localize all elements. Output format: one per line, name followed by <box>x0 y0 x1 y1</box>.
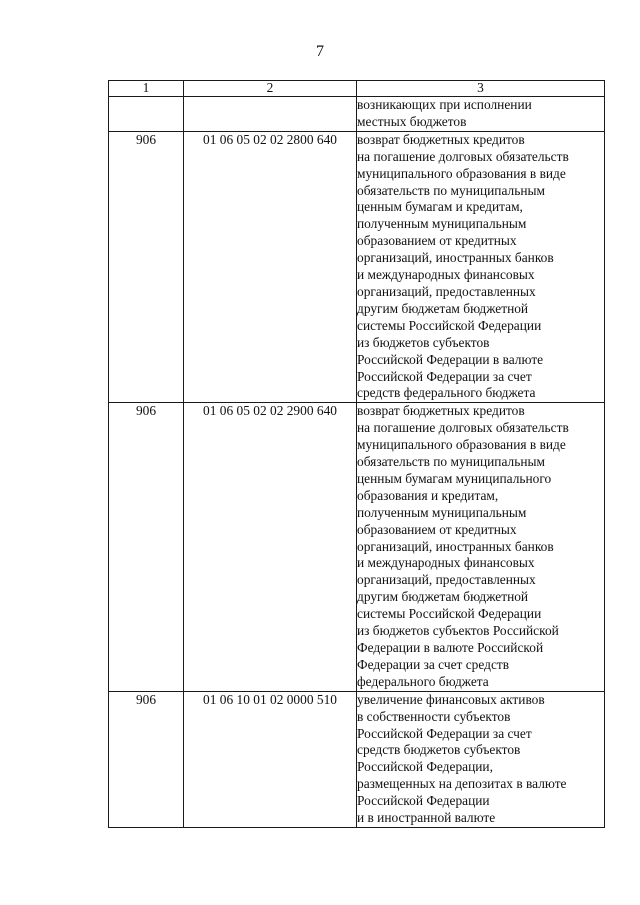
budget-codes-table <box>108 80 605 828</box>
description-line: на погашение долговых обязательств <box>357 148 569 164</box>
description-line: Федерации в валюте Российской <box>357 640 544 655</box>
description-line: ценным бумагам и кредитам, <box>357 199 523 215</box>
description-line: из бюджетов субъектов Российской <box>357 623 559 639</box>
admin-code-cell: 906 <box>109 403 184 691</box>
description-line: увеличение финансовых активов <box>357 691 545 707</box>
description-line: Федерации за счет средств <box>357 656 510 672</box>
description-line: размещенных на депозитах в валюте <box>357 776 567 792</box>
description-line: полученным муниципальным <box>357 504 527 520</box>
description-line: и международных финансовых <box>357 555 535 571</box>
description-line: образованием от кредитных <box>357 233 517 249</box>
description-line: обязательств по муниципальным <box>357 454 545 470</box>
description-cell <box>357 403 605 691</box>
description-line: муниципального образования в виде <box>357 437 566 453</box>
description-line: и международных финансовых <box>357 267 535 283</box>
description-line: средств федерального бюджета <box>357 385 536 401</box>
description-line: возврат бюджетных кредитов <box>357 403 525 419</box>
description-line: возврат бюджетных кредитов <box>357 131 525 147</box>
page-number: 7 <box>316 43 324 60</box>
table-row <box>109 403 605 691</box>
description-line: федерального бюджета <box>357 673 489 689</box>
description-line: организаций, иностранных банков <box>357 250 554 266</box>
description-line: из бюджетов субъектов <box>357 334 490 350</box>
column-header-2: 2 <box>184 81 357 97</box>
description-line: и в иностранной валюте <box>357 810 496 826</box>
description-line: полученным муниципальным <box>357 216 527 232</box>
description-line: системы Российской Федерации <box>357 606 542 622</box>
description-line: Российской Федерации за счет <box>357 368 532 384</box>
table-body <box>109 97 605 828</box>
description-line: муниципального образования в виде <box>357 165 566 181</box>
description-line: другим бюджетам бюджетной <box>357 300 529 316</box>
column-header-3: 3 <box>357 81 605 97</box>
budget-classification-code-cell: 01 06 05 02 02 2900 640 <box>184 403 357 691</box>
description-line: местных бюджетов <box>357 113 467 129</box>
description-line: обязательств по муниципальным <box>357 182 545 198</box>
budget-classification-code-cell <box>184 97 357 132</box>
table-row <box>109 97 605 132</box>
description-line: ценным бумагам муниципального <box>357 470 552 486</box>
description-line: системы Российской Федерации <box>357 317 542 333</box>
budget-classification-code-cell: 01 06 05 02 02 2800 640 <box>184 131 357 403</box>
column-header-1: 1 <box>109 81 184 97</box>
description-line: другим бюджетам бюджетной <box>357 589 529 605</box>
description-line: Российской Федерации <box>357 793 490 809</box>
description-line: в собственности субъектов <box>357 708 511 724</box>
description-cell <box>357 131 605 403</box>
description-line: образованием от кредитных <box>357 521 517 537</box>
table-row <box>109 131 605 403</box>
description-line: средств бюджетов субъектов <box>357 742 521 758</box>
budget-classification-code-cell: 01 06 10 01 02 0000 510 <box>184 691 357 827</box>
description-line: на погашение долговых обязательств <box>357 420 569 436</box>
admin-code-cell <box>109 97 184 132</box>
admin-code-cell: 906 <box>109 691 184 827</box>
description-line: организаций, предоставленных <box>357 572 536 588</box>
header-row <box>109 81 605 97</box>
description-line: Российской Федерации за счет <box>357 725 532 741</box>
description-line: Российской Федерации, <box>357 759 493 775</box>
description-line: возникающих при исполнении <box>357 97 532 112</box>
admin-code-cell: 906 <box>109 131 184 403</box>
description-line: образования и кредитам, <box>357 487 499 503</box>
table-row <box>109 691 605 827</box>
description-line: организаций, иностранных банков <box>357 538 554 554</box>
description-line: Российской Федерации в валюте <box>357 351 544 367</box>
description-cell <box>357 691 605 827</box>
description-cell <box>357 97 605 132</box>
description-line: организаций, предоставленных <box>357 283 536 299</box>
